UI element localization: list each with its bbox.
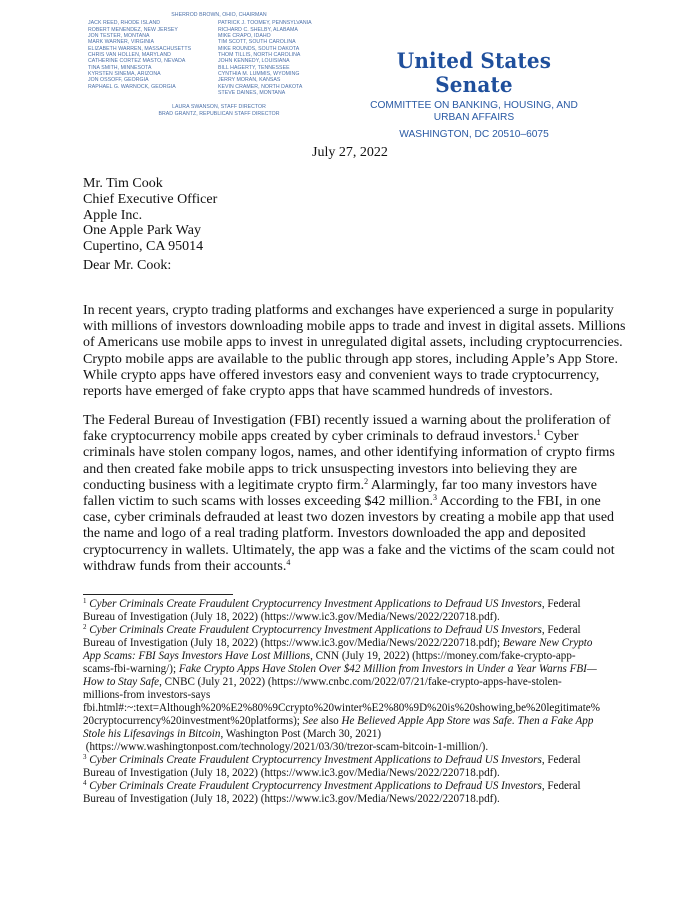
text-line: reports have emerged of fake crypto apps that have scammed hundreds of investors. (83, 384, 553, 400)
text-line (83, 715, 663, 728)
member: KYRSTEN SINEMA, ARIZONA (88, 71, 161, 78)
text-run: fake cryptocurrency mobile apps created by cyber criminals to defraud investors. (83, 429, 537, 445)
staff-director: LAURA SWANSON, STAFF DIRECTOR (172, 104, 266, 111)
recipient-line: Chief Executive Officer (83, 191, 218, 207)
member: JACK REED, RHODE ISLAND (88, 20, 161, 27)
member: MARK WARNER, VIRGINIA (88, 39, 154, 46)
footnotes (83, 598, 663, 806)
recipient-line: Mr. Tim Cook (83, 176, 163, 191)
text-run: also (318, 715, 342, 727)
citation-title: Cyber Criminals Create Fraudulent Cryptocurrency Investment Applications to Defraud US Investors (89, 624, 542, 636)
text-line: Bureau of Investigation (July 18, 2022) (https://www.ic3.gov/Media/News/2022/220718.pdf). (83, 793, 500, 805)
citation-title: App Scams: FBI Says Investors Have Lost Millions (83, 650, 311, 662)
text-run: fallen victim to such scams with losses exceeding $42 million. (83, 494, 433, 510)
text-run: Alarmingly, far too many investors have (368, 477, 597, 493)
text-line: In recent years, crypto trading platforms and exchanges have experienced a surge in popularity (83, 303, 614, 318)
committee-name-line: COMMITTEE ON BANKING, HOUSING, AND (370, 100, 578, 111)
text-run: , Federal (541, 780, 581, 792)
text-line (83, 478, 663, 494)
text-run: , Federal (541, 598, 581, 610)
citation-title: He Believed Apple App Store was Safe. Then a Fake App (341, 715, 594, 727)
text-run: , Washington Post (March 30, 2021) (220, 728, 382, 740)
text-line (83, 663, 663, 676)
text-line (83, 676, 663, 689)
text-run: , CNBC (July 21, 2022) (https://www.cnbc.com/2022/07/21/fake-crypto-apps-have-stolen- (159, 676, 562, 688)
chairman: SHERROD BROWN, OHIO, CHAIRMAN (171, 12, 267, 18)
text-run: scams-fbi-warning/); (83, 663, 179, 675)
text-line (83, 494, 663, 510)
text-line (83, 429, 663, 445)
letter-date: July 27, 2022 (312, 145, 388, 160)
text-run: withdraw funds from their accounts. (83, 558, 287, 574)
member: CYNTHIA M. LUMMIS, WYOMING (218, 71, 300, 78)
citation-title: Cyber Criminals Create Fraudulent Cryptocurrency Investment Applications to Defraud US Investors (89, 754, 542, 766)
text-line: Bureau of Investigation (July 18, 2022) (https://www.ic3.gov/Media/News/2022/220718.pdf). (83, 611, 500, 623)
signal-word: See (302, 715, 319, 727)
footnote-ref[interactable]: 3 (432, 493, 437, 503)
text-line: the name and logo of a real trading platform. Investors downloaded the app and deposited (83, 526, 586, 542)
text-run: 20cryptocurrency%20investment%20platforms); (83, 715, 303, 727)
member: JOHN KENNEDY, LOUISIANA (218, 58, 290, 65)
member: JON OSSOFF, GEORGIA (88, 77, 149, 84)
citation-title: How to Stay Safe (83, 676, 160, 688)
member: JERRY MORAN, KANSAS (218, 77, 281, 84)
member: BILL HAGERTY, TENNESSEE (218, 64, 290, 71)
committee-roster (88, 12, 350, 117)
text-line (83, 780, 663, 793)
text-run: Bureau of Investigation (July 18, 2022) (https://www.ic3.gov/Media/News/2022/220718.pdf); (83, 637, 503, 649)
text-line (83, 650, 663, 663)
footnote-2 (83, 624, 663, 754)
text-run: , CNN (July 19, 2022) (https://money.com/fake-crypto-app- (310, 650, 576, 662)
text-line (83, 624, 663, 637)
footnote-ref[interactable]: 4 (286, 557, 291, 567)
text-line: millions-from investors-says (83, 689, 211, 701)
staff-directors (88, 104, 350, 117)
footnote-4 (83, 780, 663, 806)
text-line (83, 637, 663, 650)
text-line (83, 559, 663, 575)
text-line: and then created fake mobile apps to trick unsuspecting investors into believing they are (83, 461, 578, 477)
majority-members (88, 20, 216, 96)
citation-title: Fake Crypto Apps Have Stolen Over $42 Million from Investors in Under a Year Warns FBI— (178, 663, 597, 675)
text-line: The Federal Bureau of Investigation (FBI) recently issued a warning about the proliferation of (83, 413, 611, 428)
text-run: , Federal (541, 754, 581, 766)
footnote-number: 4 (83, 779, 87, 787)
salutation: Dear Mr. Cook: (83, 258, 172, 273)
citation-title: Stole his Lifesavings in Bitcoin (83, 728, 221, 740)
member: STEVE DAINES, MONTANA (218, 90, 286, 97)
footnote-3 (83, 754, 663, 780)
text-line (83, 728, 663, 741)
text-line: case, cyber criminals defrauded at least two dozen investors by creating a mobile app that used (83, 510, 615, 526)
committee-address: WASHINGTON, DC 20510–6075 (399, 129, 549, 140)
citation-title: Cyber Criminals Create Fraudulent Cryptocurrency Investment Applications to Defraud US Investors (89, 598, 542, 610)
committee-name-line: URBAN AFFAIRS (433, 112, 515, 123)
member: TIM SCOTT, SOUTH CAROLINA (218, 39, 296, 46)
footnote-ref[interactable]: 1 (536, 428, 541, 438)
minority-members (218, 20, 346, 96)
senate-title: United States Senate (396, 48, 552, 97)
footnote-number: 2 (83, 623, 87, 631)
text-run: According to the FBI, in one (436, 494, 601, 510)
text-line: fbi.html#:~:text=Although%20%E2%80%9Ccrypto%20winter%E2%80%9D%20is%20showing,be%20legitimate% (83, 702, 600, 714)
footnote-number: 3 (83, 753, 87, 761)
member: PATRICK J. TOOMEY, PENNSYLVANIA (218, 20, 312, 27)
text-line: Bureau of Investigation (July 18, 2022) (https://www.ic3.gov/Media/News/2022/220718.pdf). (83, 767, 500, 779)
footnote-ref[interactable]: 2 (364, 476, 369, 486)
citation-title: Cyber Criminals Create Fraudulent Cryptocurrency Investment Applications to Defraud US Investors (89, 780, 542, 792)
text-line: While crypto apps have offered investors easy and convenient ways to trade cryptocurrency, (83, 367, 600, 383)
member: ELIZABETH WARREN, MASSACHUSETTS (88, 45, 192, 52)
text-line: criminals have stolen company logos, names, and other identifying information of crypto firms (83, 445, 615, 461)
text-line: of Americans use mobile apps to invest in unregulated digital assets, including cryptocurrencies. (83, 335, 623, 351)
footnote-number: 1 (83, 597, 87, 605)
recipient-line: Cupertino, CA 95014 (83, 239, 204, 255)
paragraph-2 (83, 413, 663, 575)
member: TINA SMITH, MINNESOTA (88, 64, 152, 71)
recipient-line: Apple Inc. (83, 207, 143, 223)
footnote-1 (83, 598, 663, 624)
senate-letterhead (368, 49, 580, 141)
member: CATHERINE CORTEZ MASTO, NEVADA (88, 58, 186, 65)
text-line: (https://www.washingtonpost.com/technology/2021/03/30/trezor-scam-bitcoin-1-million/). (83, 741, 489, 753)
text-run: conducting business with a legitimate crypto firm. (83, 477, 365, 493)
member: MIKE ROUNDS, SOUTH DAKOTA (218, 45, 300, 52)
text-line (83, 754, 663, 767)
member: CHRIS VAN HOLLEN, MARYLAND (88, 52, 171, 59)
staff-director: BRAD GRANTZ, REPUBLICAN STAFF DIRECTOR (158, 110, 280, 117)
text-line (83, 598, 663, 611)
member: ROBERT MENENDEZ, NEW JERSEY (88, 26, 178, 33)
text-line: cryptocurrency in wallets. Ultimately, the app was a fake and the victims of the scam could not (83, 542, 615, 558)
member: RICHARD C. SHELBY, ALABAMA (218, 26, 298, 33)
committee-name (368, 100, 580, 124)
member: RAPHAEL G. WARNOCK, GEORGIA (88, 83, 176, 90)
recipient-address (83, 176, 217, 255)
member: THOM TILLIS, NORTH CAROLINA (218, 52, 301, 59)
footnote-separator (83, 594, 233, 595)
text-line: Crypto mobile apps are available to the public through app stores, including Apple’s App Store. (83, 351, 619, 367)
recipient-line: One Apple Park Way (83, 223, 201, 239)
text-run: , Federal (541, 624, 581, 636)
text-line: with millions of investors downloading mobile apps to trade and invest in digital assets. Millions (83, 319, 626, 335)
member: JON TESTER, MONTANA (88, 33, 150, 40)
member: KEVIN CRAMER, NORTH DAKOTA (218, 83, 303, 90)
paragraph-1 (83, 303, 663, 400)
citation-title: Beware New Crypto (502, 637, 593, 649)
member: MIKE CRAPO, IDAHO (218, 33, 271, 40)
text-run: Cyber (540, 429, 579, 445)
